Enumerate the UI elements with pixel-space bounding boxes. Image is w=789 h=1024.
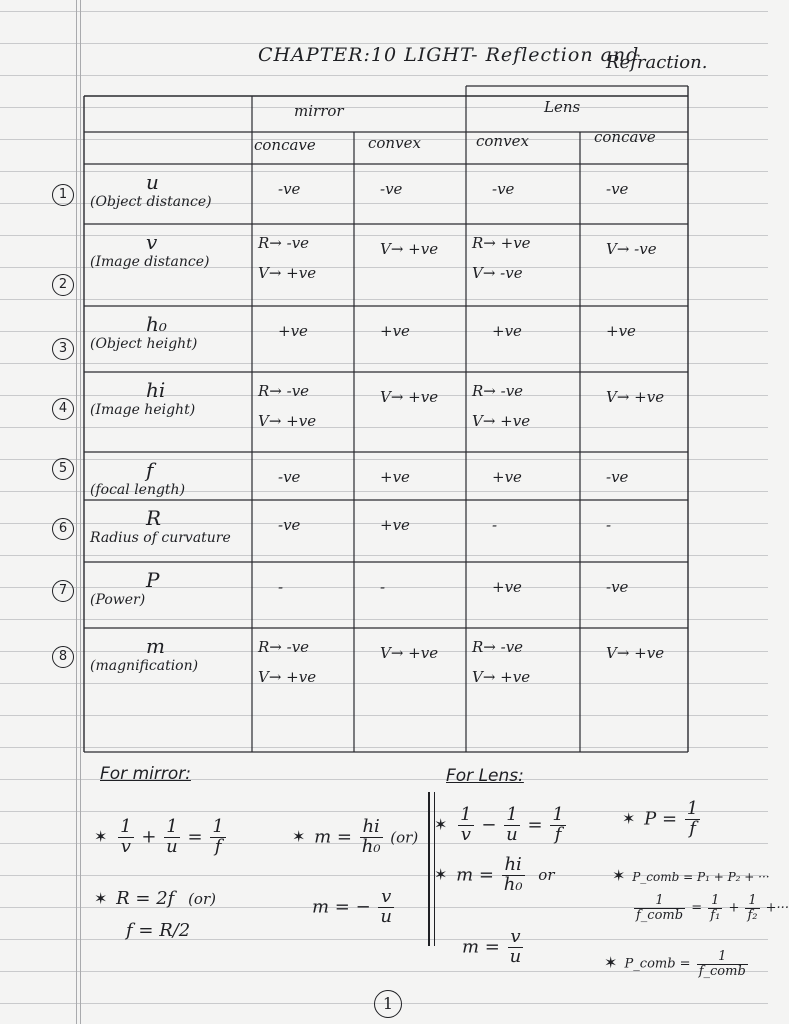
section-divider — [428, 792, 430, 946]
mirror-formula-term1-den: v — [120, 835, 131, 857]
star-icon: ✶ — [604, 952, 618, 972]
table-cell: - — [606, 516, 612, 534]
lens-mag2-den: u — [509, 945, 522, 967]
fcomb-lhs-den: f_comb — [636, 907, 684, 923]
power-combination-formula — [612, 866, 770, 885]
table-cell: -ve — [278, 180, 301, 198]
header-lens: Lens — [544, 98, 581, 116]
mirror-formula-term2-num: 1 — [164, 818, 180, 838]
mirror-mag-lhs: m = — [314, 826, 353, 848]
power-num: 1 — [686, 798, 699, 819]
table-cell: V→ +ve — [380, 240, 439, 258]
fcomb-a-den: f₁ — [710, 907, 721, 923]
table-cell: R→ -ve — [472, 638, 524, 656]
table-cell: +ve — [492, 578, 522, 596]
lens-section-heading: For Lens: — [446, 766, 524, 786]
fcomb-a-num: 1 — [708, 894, 722, 909]
table-cell: -ve — [278, 516, 301, 534]
lens-formula-op: − — [481, 814, 497, 836]
row-label: (Object height) — [90, 336, 198, 352]
lens-formula-eq: = — [527, 814, 543, 836]
table-cell: V→ +ve — [472, 412, 531, 430]
table-cell: +ve — [278, 322, 308, 340]
row-number-circle: 5 — [52, 458, 74, 480]
chapter-title: CHAPTER:10 LIGHT- Reflection and — [258, 44, 640, 66]
mirror-formula — [94, 818, 228, 857]
row-symbol: P — [146, 568, 160, 592]
subheader-lens-concave: concave — [594, 128, 656, 146]
row-symbol: f — [146, 458, 154, 482]
table-cell: +ve — [492, 468, 522, 486]
star-icon: ✶ — [94, 889, 108, 908]
row-symbol: R — [146, 506, 162, 530]
mirror-formula-op: + — [141, 826, 157, 848]
pcomb2-lhs: P_comb = — [624, 956, 691, 972]
table-cell: - — [278, 578, 284, 596]
mirror-magnification-formula-2 — [312, 888, 396, 927]
table-cell: -ve — [606, 180, 629, 198]
mirror-mag2-lhs: m = − — [312, 896, 371, 918]
power-lhs: P = — [644, 808, 678, 830]
table-cell: -ve — [606, 468, 629, 486]
mirror-formula-term2-den: u — [166, 835, 178, 857]
mirror-mag-num: hi — [360, 818, 383, 838]
mirror-magnification-formula — [292, 818, 418, 857]
lens-mag-lhs: m = — [456, 864, 495, 886]
lens-mag2-lhs: m = — [462, 936, 500, 958]
lens-formula-rhs-num: 1 — [552, 804, 564, 825]
lens-formula-term2-num: 1 — [504, 806, 520, 826]
row-symbol: h₀ — [146, 312, 167, 336]
table-cell: -ve — [492, 180, 515, 198]
fcomb-lhs-num: 1 — [634, 894, 685, 909]
row-symbol: u — [146, 170, 159, 194]
table-cell: - — [492, 516, 498, 534]
row-symbol: hi — [146, 378, 166, 402]
row-number-circle: 6 — [52, 518, 74, 540]
table-cell: R→ -ve — [258, 234, 310, 252]
page-number: 1 — [374, 990, 402, 1018]
table-cell: -ve — [278, 468, 301, 486]
table-cell: R→ -ve — [472, 382, 524, 400]
table-cell: V→ +ve — [258, 264, 317, 282]
table-cell: V→ -ve — [472, 264, 523, 282]
star-icon: ✶ — [612, 866, 626, 885]
radius-formula-or: (or) — [188, 890, 216, 908]
row-number-circle: 3 — [52, 338, 74, 360]
table-cell: +ve — [492, 322, 522, 340]
mirror-formula-eq: = — [187, 826, 203, 848]
row-number-circle: 1 — [52, 184, 74, 206]
fcomb-b-num: 1 — [745, 894, 759, 909]
header-mirror: mirror — [294, 102, 344, 120]
table-cell: R→ -ve — [258, 382, 310, 400]
fcomb-plus: + — [728, 900, 740, 916]
lens-formula-term1-den: v — [460, 823, 471, 845]
fcomb-eq: = — [691, 900, 703, 916]
table-cell: V→ +ve — [380, 388, 439, 406]
mirror-mag-den: h₀ — [361, 835, 381, 857]
row-symbol: v — [146, 230, 158, 254]
star-icon: ✶ — [94, 827, 108, 847]
fcomb-tail: +··· — [765, 900, 789, 916]
star-icon: ✶ — [434, 865, 448, 885]
table-cell: +ve — [380, 322, 410, 340]
row-label: (Image distance) — [90, 254, 210, 270]
power-formula — [622, 800, 702, 839]
row-label: (Image height) — [90, 402, 196, 418]
lens-formula-term2-den: u — [506, 823, 518, 845]
mirror-mag2-den: u — [380, 905, 393, 927]
mirror-section-heading: For mirror: — [100, 764, 191, 784]
mirror-formula-rhs-den: f — [214, 835, 222, 857]
lens-formula-term1-num: 1 — [460, 804, 472, 825]
row-label: (magnification) — [90, 658, 199, 674]
pcomb2-num: 1 — [697, 950, 748, 965]
lens-mag-num: hi — [502, 856, 525, 876]
row-number-circle: 8 — [52, 646, 74, 668]
fcomb-b-den: f₂ — [747, 907, 758, 923]
table-cell: -ve — [606, 578, 629, 596]
table-cell: V→ +ve — [606, 644, 665, 662]
table-cell: R→ +ve — [472, 234, 531, 252]
table-cell: V→ +ve — [472, 668, 531, 686]
table-cell: V→ +ve — [258, 668, 317, 686]
row-label: (focal length) — [90, 482, 186, 498]
table-cell: V→ +ve — [380, 644, 439, 662]
row-symbol: m — [146, 634, 165, 658]
p-comb-text: P_comb = P₁ + P₂ + ··· — [632, 870, 770, 884]
lens-mag-den: h₀ — [503, 873, 523, 895]
table-cell: - — [380, 578, 386, 596]
margin-line — [80, 0, 81, 1024]
table-cell: -ve — [380, 180, 403, 198]
lens-mag-or: or — [538, 866, 555, 885]
star-icon: ✶ — [434, 815, 448, 835]
lens-formula — [434, 806, 568, 845]
table-cell: V→ +ve — [258, 412, 317, 430]
power-combination-formula-2 — [604, 950, 750, 978]
table-cell: +ve — [380, 468, 410, 486]
table-cell: R→ -ve — [258, 638, 310, 656]
lens-magnification-formula — [434, 856, 555, 895]
lens-mag2-num: v — [508, 928, 524, 948]
mirror-mag2-num: v — [378, 888, 394, 908]
lens-formula-rhs-den: f — [554, 823, 562, 845]
radius-formula: R = 2f — [116, 888, 175, 909]
focal-combination-formula — [632, 894, 789, 922]
pcomb2-den: f_comb — [698, 963, 746, 979]
table-cell: V→ +ve — [606, 388, 665, 406]
table-cell: +ve — [606, 322, 636, 340]
lens-magnification-formula-2 — [462, 928, 525, 967]
margin-line — [76, 0, 77, 1024]
star-icon: ✶ — [622, 809, 636, 829]
star-icon: ✶ — [292, 827, 306, 847]
row-label: (Object distance) — [90, 194, 212, 210]
power-den: f — [689, 817, 696, 839]
row-label: (Power) — [90, 592, 146, 608]
focal-radius-formula: f = R/2 — [126, 920, 191, 941]
subheader-mirror-convex: convex — [368, 134, 421, 152]
table-cell: V→ -ve — [606, 240, 657, 258]
radius-focal-formula — [94, 888, 216, 909]
row-number-circle: 4 — [52, 398, 74, 420]
row-number-circle: 2 — [52, 274, 74, 296]
mirror-formula-term1-num: 1 — [120, 816, 132, 837]
table-cell: +ve — [380, 516, 410, 534]
chapter-title-continued: Refraction. — [606, 52, 708, 73]
row-number-circle: 7 — [52, 580, 74, 602]
row-label: Radius of curvature — [90, 530, 231, 546]
subheader-mirror-concave: concave — [254, 136, 316, 154]
mirror-formula-rhs-num: 1 — [212, 816, 224, 837]
mirror-mag-or: (or) — [390, 828, 419, 847]
subheader-lens-convex: convex — [476, 132, 529, 150]
